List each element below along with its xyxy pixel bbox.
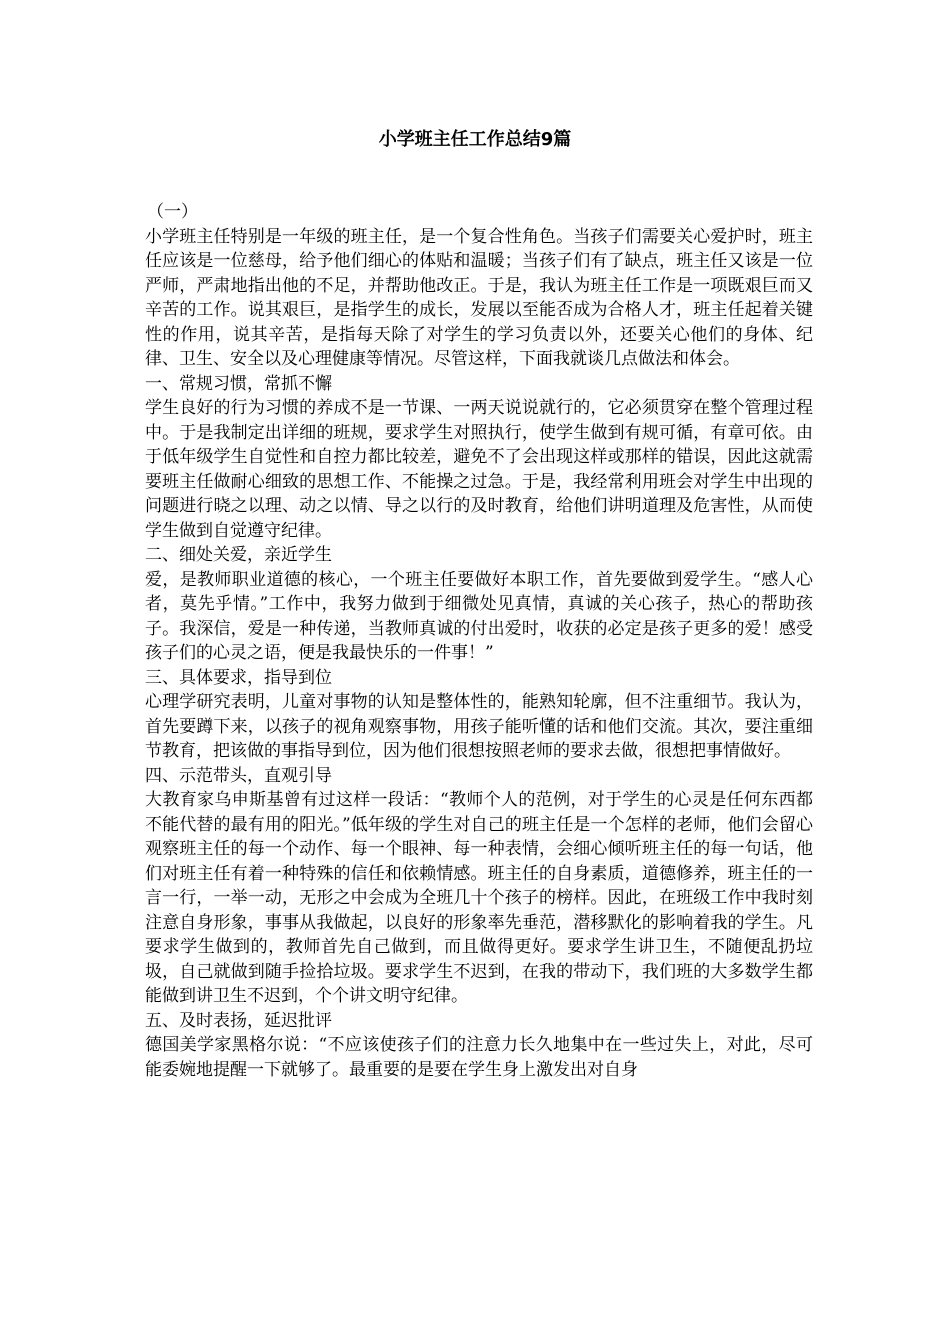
heading-4: 四、示范带头，直观引导 [145,765,332,786]
intro-paragraph: 小学班主任特别是一年级的班主任，是一个复合性角色。当孩子们需要关心爱护时，班主任应该是一位慈母，给予他们细心的体贴和温暖；当孩子们有了缺点，班主任又该是一位严师，严肃地指出他的不足，并帮助他改正。于是，我认为班主任工作是一项既艰巨而又辛苦的工作。说其艰巨，是指学生的成长，发展以至能否成为合格人才，班主任起着关键性的作用，说其辛苦，是指每天除了对学生的学习负责以外，还要关心他们的身体、纪律、卫生、安全以及心理健康等情况。尽管这样，下面我就谈几点做法和体会。 [145,226,813,369]
document-body [145,200,813,1082]
heading-1: 一、常规习惯，常抓不懈 [145,373,332,394]
paragraph-1: 学生良好的行为习惯的养成不是一节课、一两天说说就行的，它必须贯穿在整个管理过程中。于是我制定出详细的班规，要求学生对照执行，使学生做到有规可循，有章可依。由于低年级学生自觉性和自控力都比较差，避免不了会出现这样或那样的错误，因此这就需要班主任做耐心细致的思想工作、不能操之过急。于是，我经常利用班会对学生中出现的问题进行晓之以理、动之以情、导之以行的及时教育，给他们讲明道理及危害性，从而使学生做到自觉遵守纪律。 [145,398,813,541]
heading-3: 三、具体要求，指导到位 [145,667,332,688]
paragraph-4: 大教育家乌申斯基曾有过这样一段话：“教师个人的范例，对于学生的心灵是任何东西都不能代替的最有用的阳光。”低年级的学生对自己的班主任是一个怎样的老师，他们会留心观察班主任的每一个动作、每一个眼神、每一种表情，会细心倾听班主任的每一句话，他们对班主任有着一种特殊的信任和依赖情感。班主任的自身素质，道德修养，班主任的一言一行，一举一动，无形之中会成为全班几十个孩子的榜样。因此，在班级工作中我时刻注意自身形象，事事从我做起，以良好的形象率先垂范，潜移默化的影响着我的学生。凡要求学生做到的，教师首先自己做到，而且做得更好。要求学生讲卫生，不随便乱扔垃圾，自己就做到随手捡拾垃圾。要求学生不迟到，在我的带动下，我们班的大多数学生都能做到讲卫生不迟到，个个讲文明守纪律。 [145,790,813,1006]
heading-2: 二、细处关爱，亲近学生 [145,545,332,565]
paragraph-3: 心理学研究表明，儿童对事物的认知是整体性的，能熟知轮廓，但不注重细节。我认为，首先要蹲下来，以孩子的视角观察事物，用孩子能听懂的话和他们交流。其次，要注重细节教育，把该做的事指导到位，因为他们很想按照老师的要求去做，很想把事情做好。 [145,692,813,761]
paragraph-2: 爱，是教师职业道德的核心，一个班主任要做好本职工作，首先要做到爱学生。“感人心者，莫先乎情。”工作中，我努力做到于细微处见真情，真诚的关心孩子，热心的帮助孩子。我深信，爱是一种传递，当教师真诚的付出爱时，收获的必定是孩子更多的爱！感受孩子们的心灵之语，便是我最快乐的一件事！” [145,569,813,663]
heading-5: 五、及时表扬，延迟批评 [145,1010,332,1031]
paragraph-5: 德国美学家黑格尔说：“不应该使孩子们的注意力长久地集中在一些过失上，对此，尽可能委婉地提醒一下就够了。最重要的是要在学生身上激发出对自身 [145,1035,813,1080]
document-title: 小学班主任工作总结9篇 [378,129,572,150]
section-number: （一） [147,202,198,222]
